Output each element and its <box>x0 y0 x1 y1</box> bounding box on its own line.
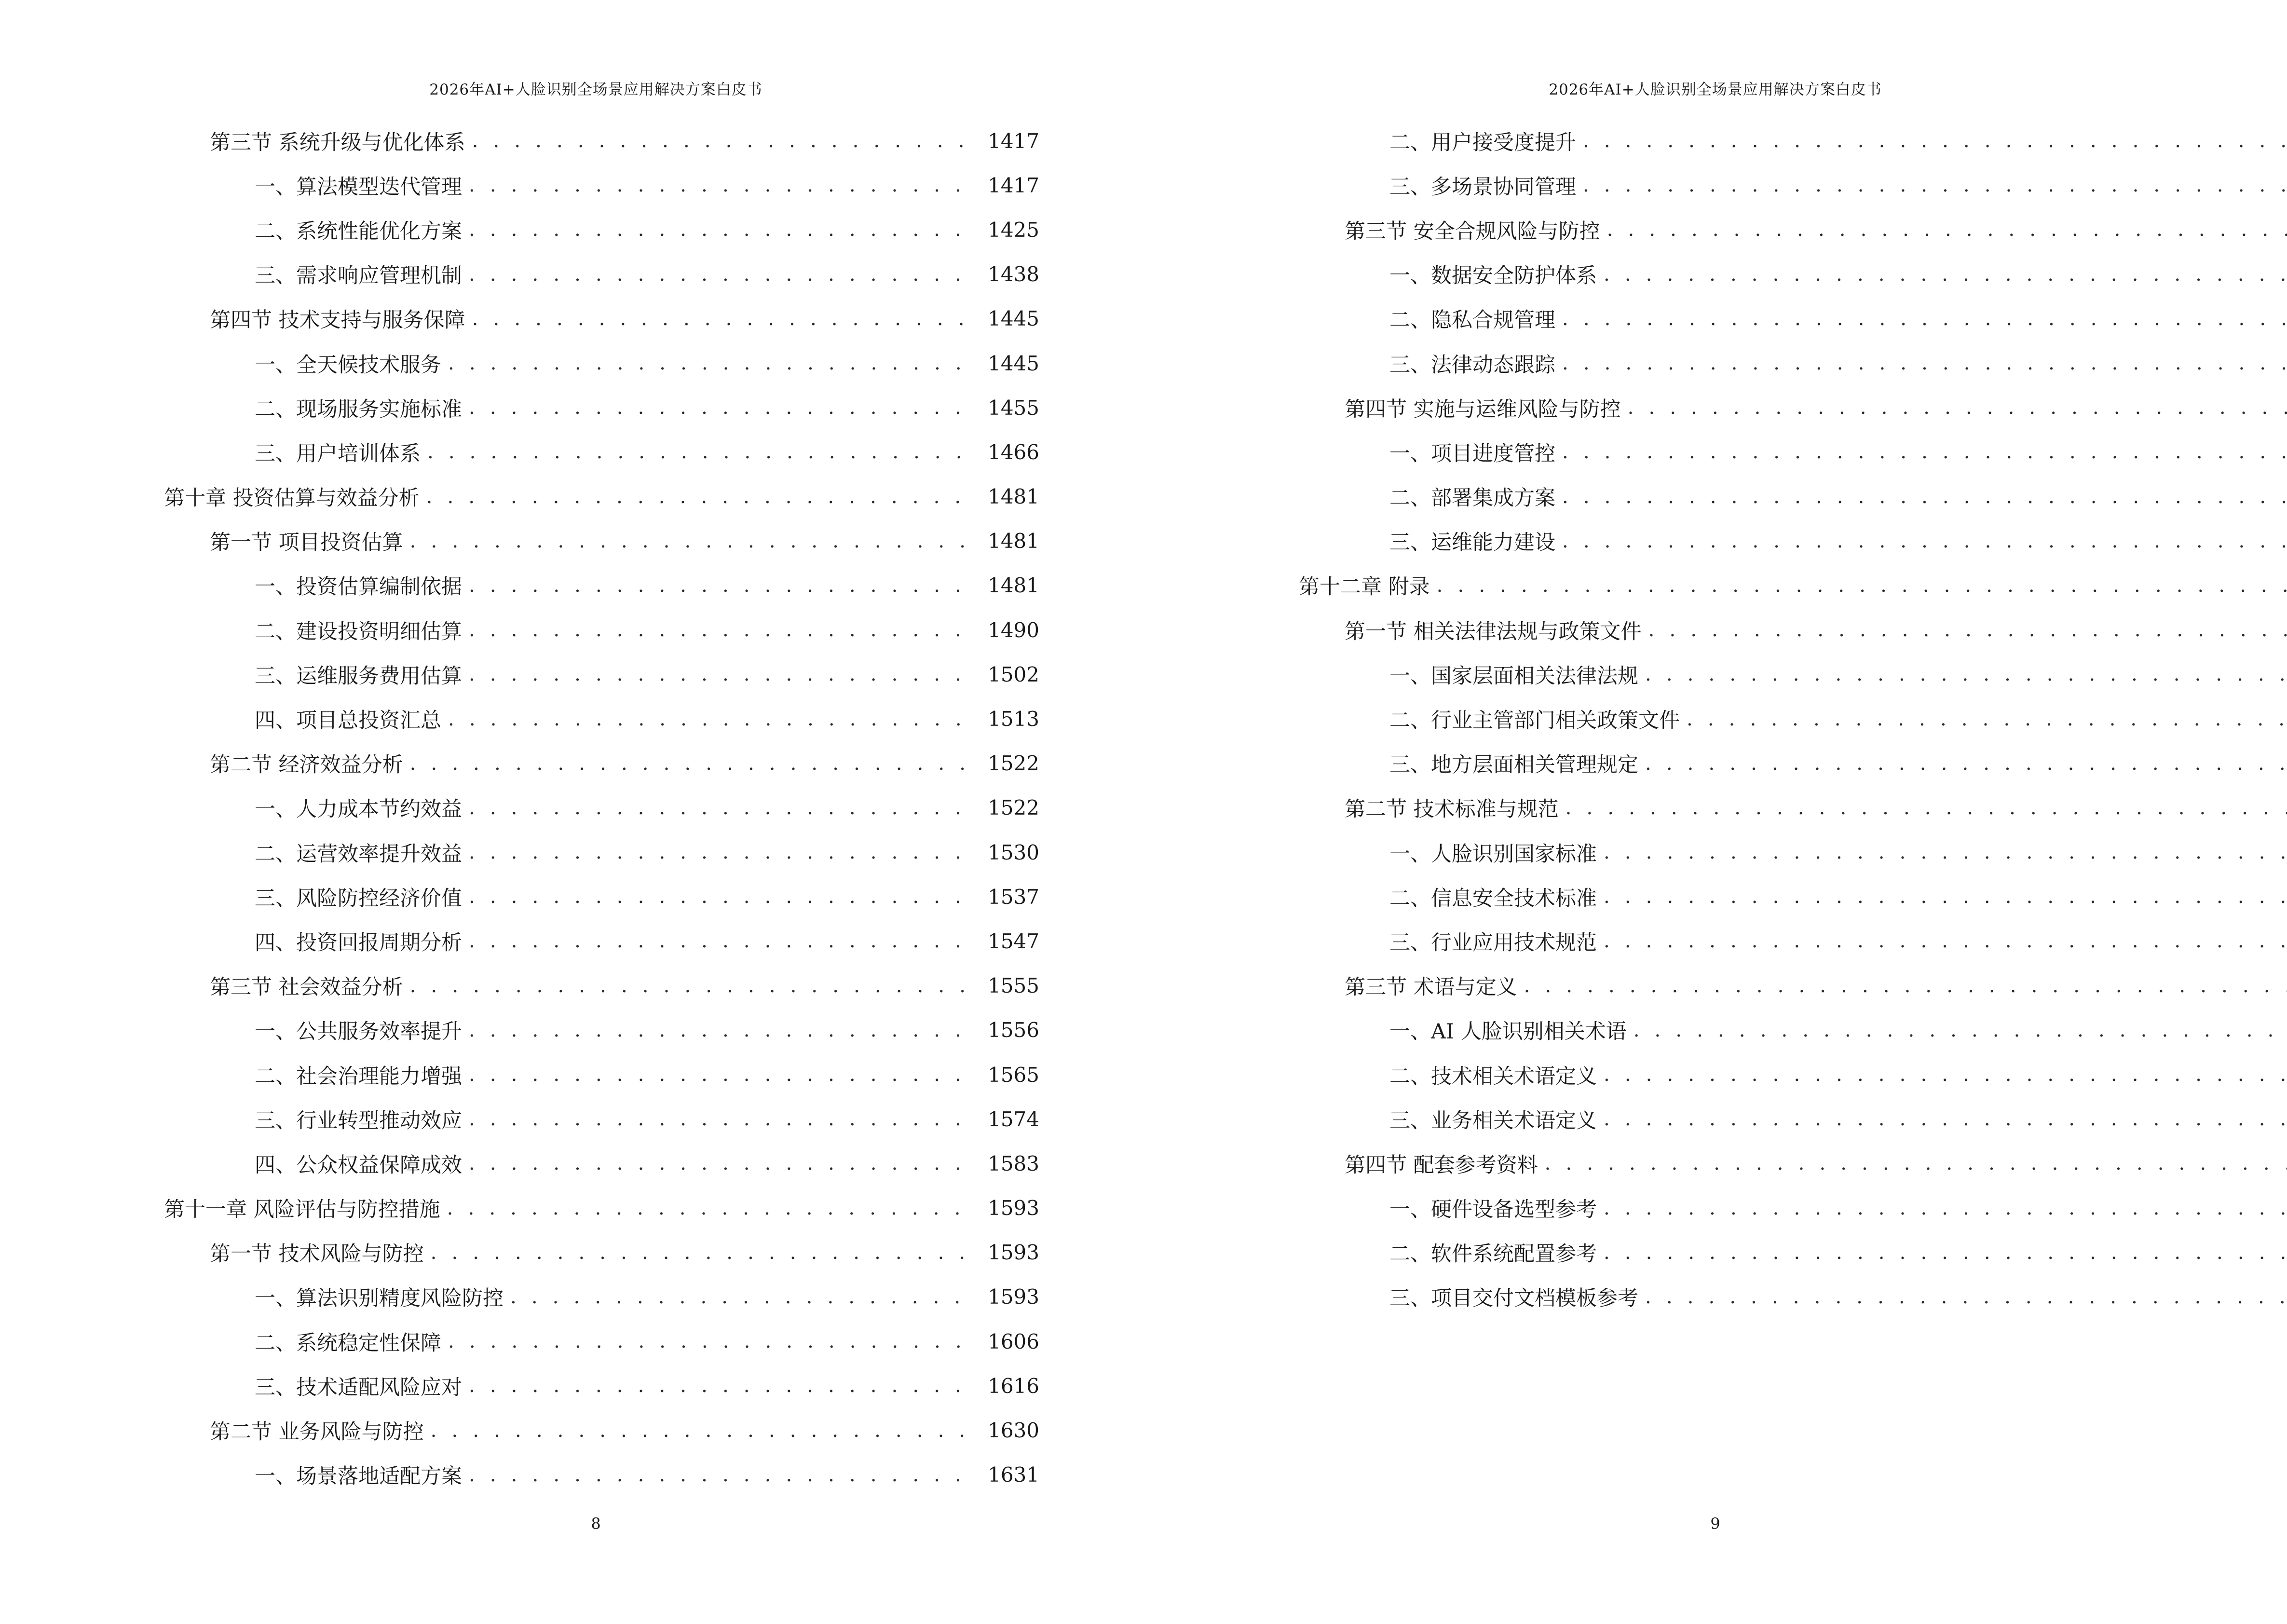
toc-entry-page-number: 1481 <box>988 529 1039 553</box>
toc-entry-title: 第四节 配套参考资料 <box>1345 1153 1538 1177</box>
toc-entry-title: 三、风险防控经济价值 <box>255 886 462 911</box>
toc-entry[interactable] <box>1299 385 2287 430</box>
toc-entry[interactable] <box>1299 1097 2287 1141</box>
toc-entry[interactable] <box>1299 341 2287 385</box>
toc-entry-page-number: 1438 <box>988 262 1039 287</box>
toc-entry-title: 三、用户培训体系 <box>255 441 421 466</box>
dot-leader <box>1634 1021 2287 1040</box>
toc-entry-title: 一、硬件设备选型参考 <box>1389 1198 1597 1222</box>
dot-leader <box>431 1421 975 1440</box>
toc-entry-title: 一、人力成本节约效益 <box>255 797 462 822</box>
toc-entry-page-number: 1522 <box>988 751 1039 776</box>
toc-entry[interactable] <box>1299 964 2287 1008</box>
toc-entry[interactable] <box>164 786 1039 830</box>
toc-entry[interactable] <box>1299 475 2287 519</box>
dot-leader <box>469 665 975 684</box>
toc-entry-title: 第一节 相关法律法规与政策文件 <box>1345 619 1642 644</box>
dot-leader <box>469 265 975 284</box>
toc-entry-title: 一、国家层面相关法律法规 <box>1389 664 1638 688</box>
toc-entry[interactable] <box>164 608 1039 652</box>
toc-entry[interactable] <box>164 341 1039 385</box>
dot-leader <box>427 442 975 462</box>
dot-leader <box>1645 665 2287 684</box>
toc-entry[interactable] <box>164 1141 1039 1186</box>
dot-leader <box>469 1021 975 1040</box>
toc-entry[interactable] <box>164 652 1039 696</box>
dot-leader <box>426 487 975 506</box>
toc-entry-title: 三、地方层面相关管理规定 <box>1389 753 1638 778</box>
dot-leader <box>1583 176 2287 195</box>
dot-leader <box>1648 620 2287 640</box>
toc-entry-title: 第十章 投资估算与效益分析 <box>164 486 420 511</box>
dot-leader <box>469 220 975 239</box>
toc-entry-title: 第一节 技术风险与防控 <box>210 1242 424 1267</box>
toc-entry-page-number: 1417 <box>988 173 1039 197</box>
dot-leader <box>1628 398 2287 417</box>
dot-leader <box>1687 710 2287 729</box>
toc-entry-page-number: 1583 <box>988 1151 1039 1175</box>
toc-entry-title: 一、数据安全防护体系 <box>1389 264 1597 288</box>
toc-entry-title: 三、多场景协同管理 <box>1389 175 1576 199</box>
dot-leader <box>448 354 975 373</box>
dot-leader <box>469 398 975 417</box>
toc-entry-title: 第四节 实施与运维风险与防控 <box>1345 397 1621 422</box>
toc-entry-title: 三、法律动态跟踪 <box>1389 353 1555 377</box>
toc-entry-title: 一、算法模型迭代管理 <box>255 175 462 199</box>
toc-entry-title: 第二节 业务风险与防控 <box>210 1420 424 1445</box>
toc-entry[interactable] <box>1299 297 2287 341</box>
toc-entry-title: 二、运营效率提升效益 <box>255 842 462 866</box>
toc-entry[interactable] <box>1299 874 2287 919</box>
dot-leader <box>472 131 975 150</box>
toc-entry-title: 一、人脸识别国家标准 <box>1389 842 1597 866</box>
toc-entry-title: 三、运维能力建设 <box>1389 531 1555 555</box>
toc-entry-title: 二、技术相关术语定义 <box>1389 1064 1597 1089</box>
toc-entry-page-number: 1425 <box>988 218 1039 242</box>
toc-entry-title: 一、投资估算编制依据 <box>255 575 462 600</box>
dot-leader <box>1604 887 2287 906</box>
dot-leader <box>469 1465 975 1485</box>
dot-leader <box>469 887 975 906</box>
dot-leader <box>431 1243 975 1262</box>
toc-entry-page-number: 1466 <box>988 440 1039 464</box>
toc-entry-title: 一、算法识别精度风险防控 <box>255 1286 504 1311</box>
toc-entry-title: 四、项目总投资汇总 <box>255 709 441 733</box>
toc-entry-page-number: 1593 <box>988 1285 1039 1309</box>
toc-entry-title: 三、需求响应管理机制 <box>255 264 462 288</box>
toc-entry[interactable] <box>1299 652 2287 696</box>
running-header: 2026年AI+人脸识别全场景应用解决方案白皮书 <box>429 81 762 98</box>
toc-list <box>1299 119 2287 1319</box>
toc-entry-title: 第三节 系统升级与优化体系 <box>210 130 465 155</box>
dot-leader <box>510 1287 975 1307</box>
toc-entry-title: 第三节 术语与定义 <box>1345 975 1517 1000</box>
toc-entry[interactable] <box>1299 430 2287 474</box>
dot-leader <box>448 1332 975 1351</box>
toc-entry-title: 三、技术适配风险应对 <box>255 1375 462 1400</box>
dot-leader <box>1524 976 2287 996</box>
toc-page-right <box>1144 0 2287 1624</box>
dot-leader <box>469 931 975 951</box>
toc-entry[interactable] <box>164 297 1039 341</box>
toc-entry-title: 一、全天候技术服务 <box>255 353 441 377</box>
toc-entry-page-number: 1574 <box>988 1107 1039 1131</box>
toc-entry-title: 二、系统稳定性保障 <box>255 1331 441 1355</box>
toc-entry[interactable] <box>1299 1230 2287 1275</box>
dot-leader <box>469 620 975 640</box>
toc-entry[interactable] <box>1299 519 2287 563</box>
toc-entry-page-number: 1502 <box>988 662 1039 686</box>
dot-leader <box>1437 576 2287 595</box>
dot-leader <box>1604 1065 2287 1084</box>
toc-entry-page-number: 1593 <box>988 1241 1039 1265</box>
toc-entry[interactable] <box>164 430 1039 474</box>
toc-entry-title: 第四节 技术支持与服务保障 <box>210 308 465 333</box>
dot-leader <box>1604 1109 2287 1129</box>
toc-entry[interactable] <box>164 919 1039 963</box>
toc-entry[interactable] <box>1299 252 2287 297</box>
toc-entry-title: 二、系统性能优化方案 <box>255 219 462 244</box>
toc-entry[interactable] <box>1299 830 2287 874</box>
dot-leader <box>1583 131 2287 150</box>
toc-entry-title: 第三节 社会效益分析 <box>210 975 403 1000</box>
toc-entry[interactable] <box>1299 786 2287 830</box>
dot-leader <box>1562 354 2287 373</box>
dot-leader <box>410 754 975 773</box>
toc-entry[interactable] <box>1299 119 2287 163</box>
dot-leader <box>1604 265 2287 284</box>
dot-leader <box>469 1109 975 1129</box>
dot-leader <box>469 576 975 595</box>
toc-entry[interactable] <box>164 1319 1039 1364</box>
toc-entry[interactable] <box>1299 163 2287 207</box>
dot-leader <box>410 976 975 996</box>
dot-leader <box>1604 1243 2287 1262</box>
toc-entry-page-number: 1530 <box>988 840 1039 864</box>
toc-entry[interactable] <box>164 1008 1039 1052</box>
toc-entry[interactable] <box>164 519 1039 563</box>
toc-entry-title: 二、隐私合规管理 <box>1389 308 1555 333</box>
dot-leader <box>1645 754 2287 773</box>
dot-leader <box>469 1065 975 1084</box>
dot-leader <box>1604 843 2287 862</box>
toc-entry-page-number: 1522 <box>988 796 1039 820</box>
page-number: 9 <box>1710 1515 1720 1533</box>
toc-entry-title: 二、信息安全技术标准 <box>1389 886 1597 911</box>
toc-entry[interactable] <box>164 874 1039 919</box>
toc-entry[interactable] <box>164 1186 1039 1230</box>
running-header: 2026年AI+人脸识别全场景应用解决方案白皮书 <box>1549 81 1882 98</box>
toc-entry-title: 三、运维服务费用估算 <box>255 664 462 688</box>
toc-entry[interactable] <box>1299 1052 2287 1097</box>
toc-entry[interactable] <box>164 563 1039 608</box>
toc-entry-title: 二、建设投资明细估算 <box>255 619 462 644</box>
toc-entry-page-number: 1455 <box>988 396 1039 420</box>
toc-entry-title: 四、公众权益保障成效 <box>255 1153 462 1177</box>
toc-entry[interactable] <box>164 964 1039 1008</box>
toc-entry[interactable] <box>164 1408 1039 1452</box>
dot-leader <box>1562 487 2287 506</box>
toc-entry-page-number: 1547 <box>988 929 1039 953</box>
toc-entry[interactable] <box>164 1230 1039 1275</box>
toc-entry-page-number: 1445 <box>988 307 1039 331</box>
dot-leader <box>469 176 975 195</box>
toc-entry-page-number: 1593 <box>988 1196 1039 1220</box>
toc-entry-title: 二、部署集成方案 <box>1389 486 1555 511</box>
toc-entry-title: 三、行业转型推动效应 <box>255 1108 462 1133</box>
toc-entry[interactable] <box>1299 608 2287 652</box>
dot-leader <box>1562 442 2287 462</box>
toc-entry[interactable] <box>164 741 1039 786</box>
dot-leader <box>410 532 975 551</box>
toc-entry-page-number: 1537 <box>988 885 1039 909</box>
dot-leader <box>469 843 975 862</box>
toc-entry-page-number: 1556 <box>988 1018 1039 1042</box>
toc-entry-title: 四、投资回报周期分析 <box>255 930 462 955</box>
toc-entry[interactable] <box>164 119 1039 163</box>
dot-leader <box>448 710 975 729</box>
dot-leader <box>469 798 975 818</box>
toc-entry[interactable] <box>1299 207 2287 252</box>
toc-entry[interactable] <box>1299 1141 2287 1186</box>
toc-entry[interactable] <box>164 163 1039 207</box>
toc-entry-page-number: 1630 <box>988 1419 1039 1443</box>
toc-entry[interactable] <box>164 1097 1039 1141</box>
toc-entry-title: 二、行业主管部门相关政策文件 <box>1389 709 1680 733</box>
toc-entry-page-number: 1481 <box>988 573 1039 598</box>
toc-entry-title: 二、社会治理能力增强 <box>255 1064 462 1089</box>
dot-leader <box>1604 1199 2287 1218</box>
dot-leader <box>1562 532 2287 551</box>
toc-entry[interactable] <box>164 1275 1039 1319</box>
toc-entry-title: 二、软件系统配置参考 <box>1389 1242 1597 1267</box>
dot-leader <box>1566 798 2287 818</box>
toc-entry-title: 二、用户接受度提升 <box>1389 130 1576 155</box>
page-number: 8 <box>591 1515 601 1533</box>
toc-entry-title: 一、AI 人脸识别相关术语 <box>1389 1020 1627 1044</box>
toc-entry-title: 第十一章 风险评估与防控措施 <box>164 1198 440 1222</box>
toc-entry-page-number: 1445 <box>988 351 1039 375</box>
toc-entry[interactable] <box>164 1453 1039 1497</box>
toc-entry-title: 第一节 项目投资估算 <box>210 531 403 555</box>
toc-entry[interactable] <box>1299 1275 2287 1319</box>
toc-entry-title: 三、项目交付文档模板参考 <box>1389 1286 1638 1311</box>
dot-leader <box>447 1199 975 1218</box>
toc-entry-title: 三、业务相关术语定义 <box>1389 1108 1597 1133</box>
toc-entry[interactable] <box>1299 563 2287 608</box>
toc-entry[interactable] <box>164 1052 1039 1097</box>
toc-entry[interactable] <box>164 207 1039 252</box>
toc-entry[interactable] <box>164 830 1039 874</box>
toc-entry[interactable] <box>164 696 1039 741</box>
toc-entry[interactable] <box>1299 741 2287 786</box>
toc-entry-page-number: 1481 <box>988 485 1039 509</box>
toc-entry-title: 一、项目进度管控 <box>1389 441 1555 466</box>
toc-entry[interactable] <box>164 252 1039 297</box>
toc-entry[interactable] <box>164 475 1039 519</box>
toc-entry-page-number: 1616 <box>988 1374 1039 1398</box>
dot-leader <box>1562 309 2287 328</box>
toc-entry[interactable] <box>1299 696 2287 741</box>
toc-entry-title: 第三节 安全合规风险与防控 <box>1345 219 1600 244</box>
dot-leader <box>1545 1154 2287 1173</box>
toc-entry-page-number: 1631 <box>988 1463 1039 1487</box>
toc-entry-page-number: 1555 <box>988 974 1039 998</box>
toc-entry[interactable] <box>1299 919 2287 963</box>
toc-entry-title: 第二节 技术标准与规范 <box>1345 797 1559 822</box>
toc-entry-title: 二、现场服务实施标准 <box>255 397 462 422</box>
toc-entry[interactable] <box>164 385 1039 430</box>
toc-entry-page-number: 1490 <box>988 618 1039 642</box>
dot-leader <box>469 1154 975 1173</box>
toc-entry-title: 三、行业应用技术规范 <box>1389 930 1597 955</box>
toc-entry-title: 一、公共服务效率提升 <box>255 1020 462 1044</box>
toc-entry-title: 第二节 经济效益分析 <box>210 753 403 778</box>
toc-entry-page-number: 1417 <box>988 129 1039 153</box>
dot-leader <box>1645 1287 2287 1307</box>
toc-entry-page-number: 1513 <box>988 707 1039 731</box>
toc-entry[interactable] <box>164 1364 1039 1408</box>
toc-entry-page-number: 1565 <box>988 1063 1039 1087</box>
toc-entry-page-number: 1606 <box>988 1329 1039 1353</box>
dot-leader <box>1607 220 2287 239</box>
toc-entry-title: 第十二章 附录 <box>1299 575 1430 600</box>
dot-leader <box>1604 931 2287 951</box>
toc-entry-title: 一、场景落地适配方案 <box>255 1464 462 1489</box>
toc-entry[interactable] <box>1299 1186 2287 1230</box>
toc-list <box>164 119 1039 1497</box>
dot-leader <box>469 1376 975 1395</box>
toc-entry[interactable] <box>1299 1008 2287 1052</box>
dot-leader <box>472 309 975 328</box>
